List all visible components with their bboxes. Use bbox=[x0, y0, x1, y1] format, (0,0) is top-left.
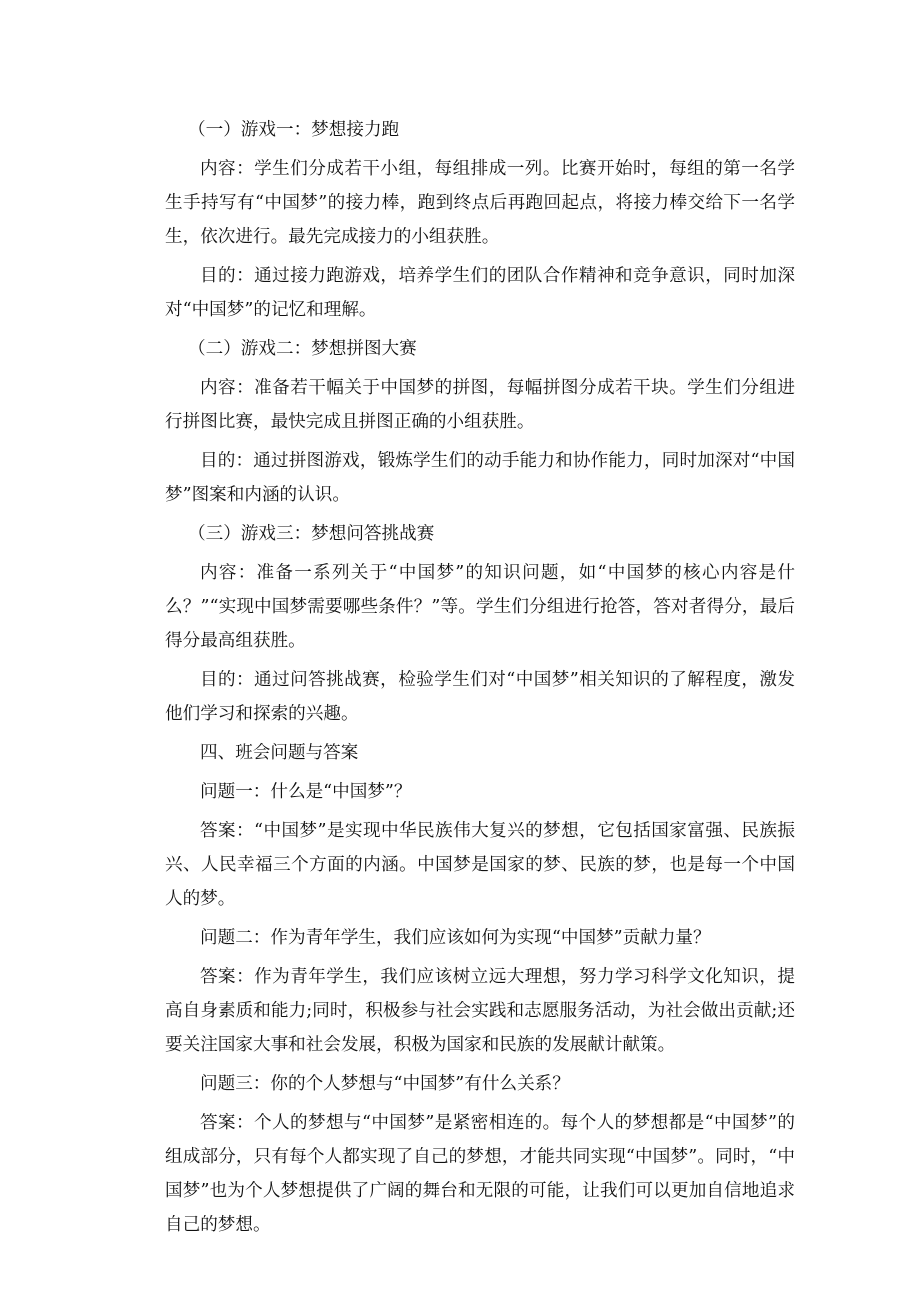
game1-content: 内容：学生们分成若干小组，每组排成一列。比赛开始时，每组的第一名学生手持写有“中国梦”的接力棒，跑到终点后再跑回起点，将接力棒交给下一名学生，依次进行。最先完成接力的小组获胜。 bbox=[165, 159, 795, 247]
answer-3: 答案：个人的梦想与“中国梦”是紧密相连的。每个人的梦想都是“中国梦”的组成部分，只有每个人都实现了自己的梦想，才能共同实现“中国梦”。同时，“中国梦”也为个人梦想提供了广阔的舞台和无限的可能，让我们可以更加自信地追求自己的梦想。 bbox=[165, 1113, 795, 1235]
game1-purpose: 目的：通过接力跑游戏，培养学生们的团队合作精神和竞争意识，同时加深对“中国梦”的记忆和理解。 bbox=[165, 266, 795, 320]
answer-1: 答案：“中国梦”是实现中华民族伟大复兴的梦想，它包括国家富强、民族振兴、人民幸福三个方面的内涵。中国梦是国家的梦、民族的梦，也是每一个中国人的梦。 bbox=[165, 821, 795, 909]
document-body bbox=[165, 113, 795, 1247]
question-3: 问题三：你的个人梦想与“中国梦”有什么关系？ bbox=[200, 1074, 570, 1094]
game2-purpose: 目的：通过拼图游戏，锻炼学生们的动手能力和协作能力，同时加深对“中国梦”图案和内涵的认识。 bbox=[165, 451, 795, 505]
game3-content: 内容：准备一系列关于“中国梦”的知识问题，如“中国梦的核心内容是什么？”“实现中国梦需要哪些条件？”等。学生们分组进行抢答，答对者得分，最后得分最高组获胜。 bbox=[165, 563, 795, 651]
answer-2: 答案：作为青年学生，我们应该树立远大理想，努力学习科学文化知识，提高自身素质和能力;同时，积极参与社会实践和志愿服务活动，为社会做出贡献;还要关注国家大事和社会发展，积极为国家和民族的发展献计献策。 bbox=[165, 967, 795, 1055]
game2-heading: （二）游戏二：梦想拼图大赛 bbox=[188, 339, 417, 359]
section4-heading: 四、班会问题与答案 bbox=[200, 743, 359, 763]
game3-heading: （三）游戏三：梦想问答挑战赛 bbox=[188, 524, 435, 544]
game3-purpose: 目的：通过问答挑战赛，检验学生们对“中国梦”相关知识的了解程度，激发他们学习和探索的兴趣。 bbox=[165, 670, 795, 724]
game1-heading: （一）游戏一：梦想接力跑 bbox=[188, 120, 400, 140]
game2-content: 内容：准备若干幅关于中国梦的拼图，每幅拼图分成若干块。学生们分组进行拼图比赛，最快完成且拼图正确的小组获胜。 bbox=[165, 378, 795, 432]
question-1: 问题一：什么是“中国梦”？ bbox=[200, 782, 412, 802]
question-2: 问题二：作为青年学生，我们应该如何为实现“中国梦”贡献力量？ bbox=[200, 928, 711, 948]
